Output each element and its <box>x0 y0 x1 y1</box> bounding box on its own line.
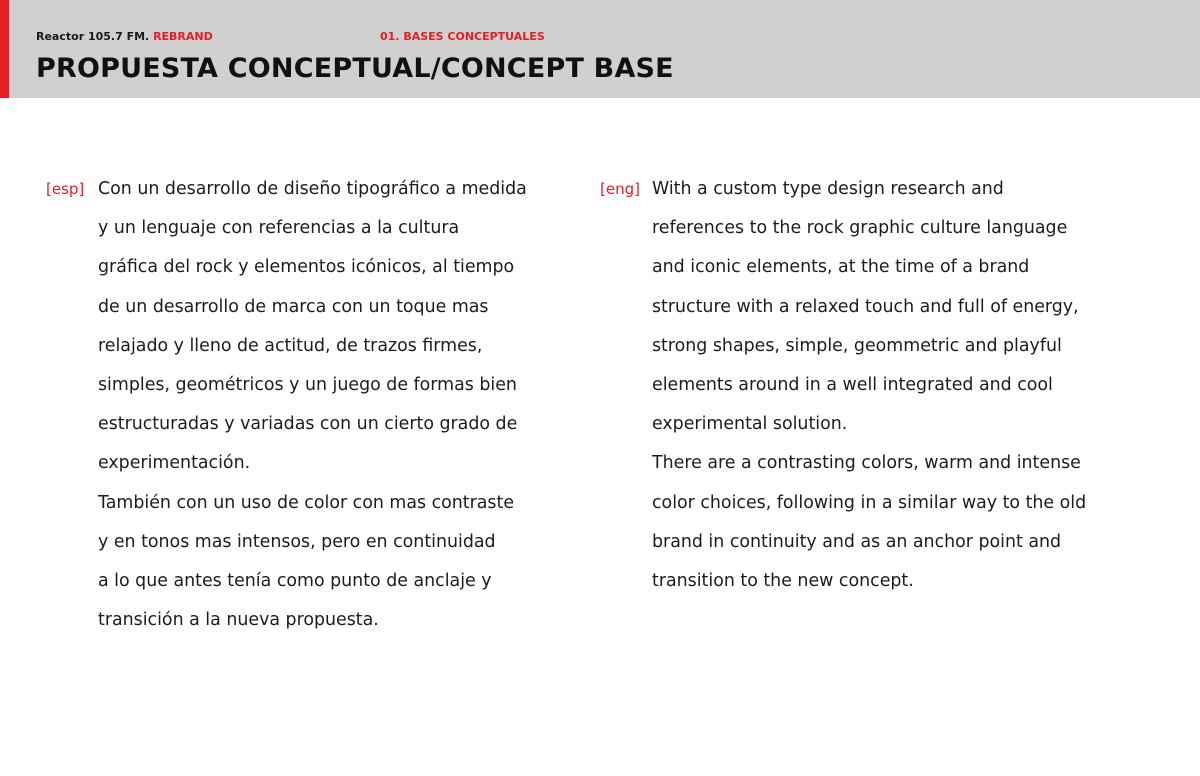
text-line: Con un desarrollo de diseño tipográfico a medida <box>98 179 527 199</box>
text-line: relajado y lleno de actitud, de trazos firmes, <box>98 335 483 356</box>
text-line: y un lenguaje con referencias a la cultura <box>98 218 460 239</box>
text-line: de un desarrollo de marca con un toque mas <box>98 296 489 317</box>
english-text <box>652 170 1086 601</box>
text-line: elements around in a well integrated and cool <box>652 374 1053 395</box>
brand-name: Reactor 105.7 FM. <box>36 30 150 43</box>
text-line: transition to the new concept. <box>652 570 914 591</box>
text-line: transición a la nueva propuesta. <box>98 610 379 631</box>
language-tag-eng: [eng] <box>600 180 640 198</box>
accent-bar <box>0 0 9 98</box>
page-title: PROPUESTA CONCEPTUAL/CONCEPT BASE <box>36 53 674 84</box>
text-line: brand in continuity and as an anchor point and <box>652 531 1062 552</box>
text-line: estructuradas y variadas con un cierto grado de <box>98 414 518 435</box>
brand-rebrand-highlight: REBRAND <box>153 30 213 43</box>
text-line: strong shapes, simple, geommetric and playful <box>652 335 1062 356</box>
text-line: With a custom type design research and <box>652 179 1004 199</box>
text-line: También con un uso de color con mas contraste <box>98 492 515 513</box>
text-line: references to the rock graphic culture language <box>652 218 1068 239</box>
text-line: y en tonos mas intensos, pero en continuidad <box>98 531 496 552</box>
text-line: a lo que antes tenía como punto de anclaje y <box>98 570 492 591</box>
spanish-text <box>98 170 527 640</box>
section-label: 01. BASES CONCEPTUALES <box>380 30 545 43</box>
text-line: experimentación. <box>98 453 251 474</box>
language-tag-esp: [esp] <box>46 180 85 198</box>
text-line: There are a contrasting colors, warm and intense <box>652 453 1081 474</box>
text-line: simples, geométricos y un juego de formas bien <box>98 374 517 395</box>
text-line: and iconic elements, at the time of a brand <box>652 257 1030 278</box>
text-line: gráfica del rock y elementos icónicos, al tiempo <box>98 257 515 278</box>
text-line: structure with a relaxed touch and full of energy, <box>652 296 1079 317</box>
page-header <box>0 0 1200 98</box>
text-line: experimental solution. <box>652 414 848 435</box>
brand-label <box>36 30 213 43</box>
text-line: color choices, following in a similar way to the old <box>652 492 1087 513</box>
